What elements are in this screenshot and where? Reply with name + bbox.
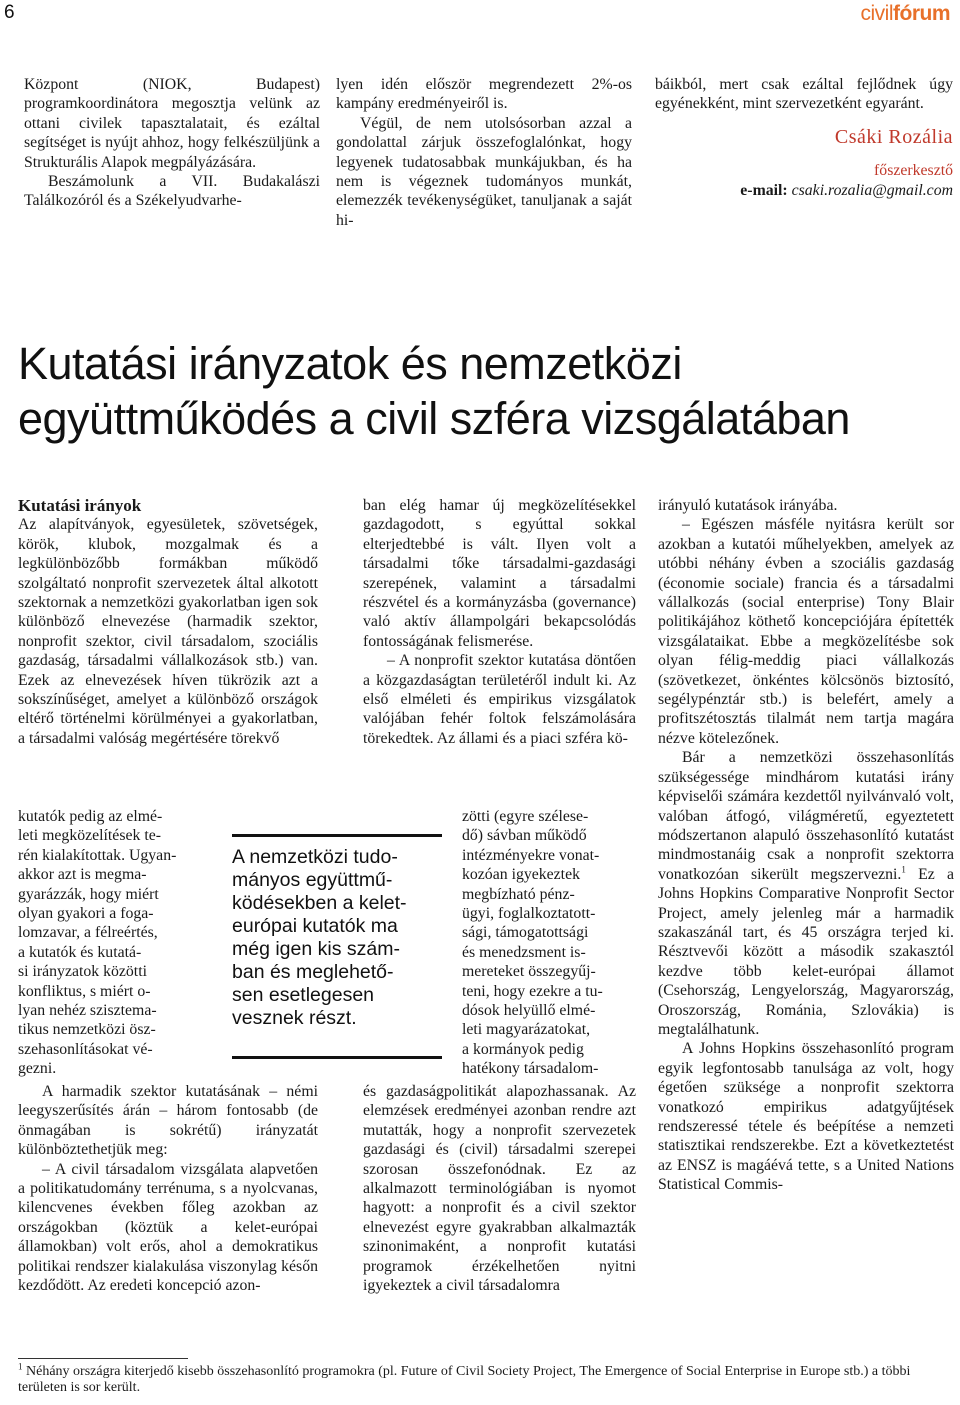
intro-paragraph: báikból, mert csak ezáltal fejlődnek úgy egyénekként, mint szervezetként egyaránt. — [655, 76, 953, 113]
text-line: és menedzsment is- — [462, 943, 586, 961]
pullquote-top-rule — [232, 834, 442, 837]
text-line: dő) sávban működő — [462, 827, 587, 845]
headline-line-2: együttműködés a civil szféra vizsgálatában — [18, 393, 850, 444]
masthead-forum: fórum — [893, 2, 950, 25]
text-line: rén kialakítottak. Ugyan- — [18, 846, 177, 864]
article-column-1 — [18, 496, 318, 748]
pullquote-line: mányos együttmű- — [232, 869, 393, 891]
article-paragraph: ban elég hamar új megközelítésekkel gazdagodott, s egyúttal sokkal elterjedtebbé is vált. Ilyen volt a társadalmi tőke társadalmi-gazdasági szerepének, valamint a társadalmi részvétel és a kormányzásba (governance) való aktív állampolgári bekapcsolódás fontosságának felismerése. — [363, 497, 636, 650]
text-line: lyan nehéz szisztema- — [18, 1002, 157, 1020]
article-column-3 — [658, 496, 954, 1195]
article-paragraph: és gazdaságpolitikát alapozhassanak. Az elemzések eredményei azonban rendre azt mutatták, hogy a nonprofit szervezetek gazdasági és (civil) társadalmi szerepei szorosan összefonódnak. Ez az alkalmazott terminológiában is nyomot hagyott: a nonprofit és a civil szektor elnevezést egyre gyakrabban alkalmazták szinonimaként, a nonprofit kutatási programok érzékelhetően nyitni igyekeztek a civil társadalomra — [363, 1083, 636, 1295]
email-label: e-mail: — [740, 181, 788, 199]
text-line: intézményekre vonat- — [462, 846, 600, 864]
text-line: sági, támogatottsági — [462, 924, 589, 942]
text-line: a kutatók és kutatá- — [18, 943, 142, 961]
article-column-1-narrow — [18, 807, 218, 1079]
author-role: főszerkesztő — [874, 162, 953, 180]
pullquote-line: még igen kis szám- — [232, 938, 400, 960]
page-number: 6 — [4, 2, 15, 23]
intro-column-2 — [336, 75, 632, 230]
article-paragraph: irányuló kutatások irányába. — [658, 497, 838, 514]
text-line: kutatók pedig az elmé- — [18, 808, 163, 825]
article-paragraph: A Johns Hopkins összehasonlító program egyik legfontosabb tanulsága az volt, hogy égetően szüksége a nonprofit szektorra vonatkozó empirikus adatgyűjtések rendszeressé tétele és beépítése a nemzeti statisztikai rendszerekbe. Ezt a következtetést az ENSZ is magáévá tette, s a United Nations Statistical Commis- — [658, 1040, 954, 1194]
email-address[interactable]: csaki.rozalia@gmail.com — [791, 181, 953, 199]
pullquote-line: ködésekben a kelet- — [232, 892, 407, 914]
text-line: leti megközelítések te- — [18, 827, 161, 845]
text-line: megbízható pénz- — [462, 885, 575, 903]
text-line: lomzavar, a félreértés, — [18, 924, 158, 942]
text-line: si irányzatok közötti — [18, 963, 147, 981]
intro-column-1 — [24, 75, 320, 211]
text-line: mereteket összegyűj- — [462, 963, 596, 981]
text-line: gezni. — [18, 1060, 57, 1078]
article-text: Bár a nemzetközi összehasonlítás szükségessége mindhárom kutatási irány képviselői számára kezdettől nyilvánvaló volt, valóban átfogó, világméretű, egyeztetett módszertanon alapuló összehasonlító kutatást mindmostanáig csak a nonprofit szektorra vonatkozóan sikerült megszervezni. — [658, 749, 954, 883]
text-line: konfliktus, s miért o- — [18, 982, 151, 1000]
footnote-mark: 1 — [18, 1361, 23, 1372]
footnote-text: Néhány országra kiterjedő kisebb összehasonlító programokra (pl. Future of Civil Society Project, The Emergence of Social Enterprise in Europe stb.) a többi területen is sor került. — [18, 1364, 911, 1395]
text-line: szehasonlításokat vé- — [18, 1040, 153, 1058]
article-headline — [18, 336, 948, 446]
pullquote-line: sen esetlegesen — [232, 984, 375, 1006]
footnote-reference[interactable]: 1 — [901, 864, 906, 875]
intro-paragraph: Végül, de nem utolsósorban azzal a gondolattal zárjuk összefoglalónkat, hogy legyenek tudatosabbak munkájukban, és ha nem is végeznek tudományos munkát, elemezzék tevékenységüket, tanuljanak a saját hi- — [336, 114, 632, 229]
text-line: hatékony társadalom- — [462, 1060, 599, 1078]
text-line: kozóan igyekeztek — [462, 866, 580, 884]
text-line: akkor azt is megma- — [18, 866, 147, 884]
pullquote-line: európai kutatók ma — [232, 915, 398, 937]
text-line: ügyi, foglalkoztatott- — [462, 905, 596, 923]
text-line: teni, hogy ezekre a tu- — [462, 982, 603, 1000]
text-line: tikus nemzetközi ösz- — [18, 1021, 156, 1039]
article-column-2-narrow — [462, 807, 638, 1079]
article-paragraph: – Egészen másféle nyitásra került sor azokban a kutatói műhelyekben, amelyek az utóbbi néhány évben a szociális gazdaság (économie sociale) francia és a társadalmi vállalkozás (social enterprise) Tony Blair politikájához köthető koncepciójára építették vizsgálataikat. Ebbe a megközelítésbe sok olyan félig-meddig piaci vállalkozás (szövetkezet, önkéntes kölcsönös biztosító, segélypénztár stb.) is belefért, amely a profitszétosztás tilalmát nem tartja magára nézve kötelezőnek. — [658, 516, 954, 747]
article-paragraph — [658, 748, 954, 1039]
text-line: leti magyarázatokat, — [462, 1021, 591, 1039]
author-name: Csáki Rozália — [834, 125, 953, 148]
article-paragraph: Az alapítványok, egyesületek, szövetségek, körök, klubok, mozgalmak és a legkülönbözőbb formákban működő szolgáltató nonprofit szervezetek által alkotott szektornak a nemzetközi gyakorlatban igen sok különböző elnevezése (harmadik szektor, nonprofit szektor, civil társadalom, szociális gazdaság, társadalmi vállalkozások stb.) van. Ezek az elnevezések híven tükrözik azt a sokszínűséget, amelyet a különböző országok eltérő történelmi körülményei a gyakorlatban, a társadalmi valóság megértésére törekvő — [18, 516, 318, 747]
intro-paragraph: lyen idén először megrendezett 2%-os kampány eredményeiről is. — [336, 76, 632, 113]
article-paragraph: – A nonprofit szektor kutatása döntően a közgazdaságtan területéről indult ki. Az első elméleti és empirikus vizsgálatok valójában fehér foltok felszámolására törekedtek. Az állami és a piaci szféra kö- — [363, 652, 636, 747]
section-subhead: Kutatási irányok — [18, 496, 142, 515]
masthead-civil: civil — [860, 2, 893, 25]
intro-paragraph: Beszámolunk a VII. Budakalászi Találkozóról és a Székelyudvarhe- — [24, 173, 320, 210]
masthead-logo — [861, 2, 951, 26]
text-line: a kormányok pedig — [462, 1040, 584, 1058]
pullquote-line: vesznek részt. — [232, 1007, 357, 1029]
text-line: gyarázzák, hogy miért — [18, 885, 159, 903]
pullquote-line: ban és meglehető- — [232, 961, 394, 983]
text-line: zötti (egyre szélese- — [462, 808, 589, 825]
article-column-1-lower — [18, 1082, 318, 1295]
intro-column-3 — [655, 75, 953, 200]
article-paragraph: A harmadik szektor kutatásának – némi leegyszerűsítés árán – három fontosabb (de önmagában is sokrétű) irányzatát különböztethetjük meg: — [18, 1083, 318, 1159]
article-column-2-lower — [363, 1082, 636, 1295]
article-text: Ez a Johns Hopkins Comparative Nonprofit Sector Project, amely jelenleg már a harmadik szakaszánál tart, és 45 országra terjed ki. Résztvevői között a második szakasztól kezdve több kelet-európai államot (Csehország, Lengyelország, Magyarország, Oroszország, Románia, Szlovákia) is megtalálhatunk. — [658, 865, 955, 1038]
pullquote-line: A nemzetközi tudo- — [232, 846, 398, 868]
text-line: olyan gyakori a foga- — [18, 905, 154, 923]
article-paragraph: – A civil társadalom vizsgálata alapvetően a politikatudomány terrénuma, s a nyolcvanas, kilencvenes években főleg azokban az országokban (köztük a kelet-európai államokban) volt erős, ahol a demokratikus politikai rendszer kialakulása viszonylag későn kezdődött. Az eredeti koncepció azon- — [18, 1160, 318, 1295]
article-column-2 — [363, 496, 636, 748]
pullquote-bottom-rule — [232, 1056, 442, 1059]
pullquote — [232, 846, 447, 1030]
intro-paragraph: Központ (NIOK, Budapest) programkoordinátora megosztja velünk az ottani civilek tapasztalatait, és ezáltal segítséget is nyújt ahhoz, hogy felkészüljünk a Strukturális Alapok megpályázására. — [24, 76, 320, 171]
footnote-divider — [18, 1358, 188, 1359]
text-line: dósok helyüllő elmé- — [462, 1002, 596, 1020]
author-email — [655, 181, 953, 200]
headline-line-1: Kutatási irányzatok és nemzetközi — [18, 338, 682, 389]
footnote — [18, 1361, 956, 1396]
